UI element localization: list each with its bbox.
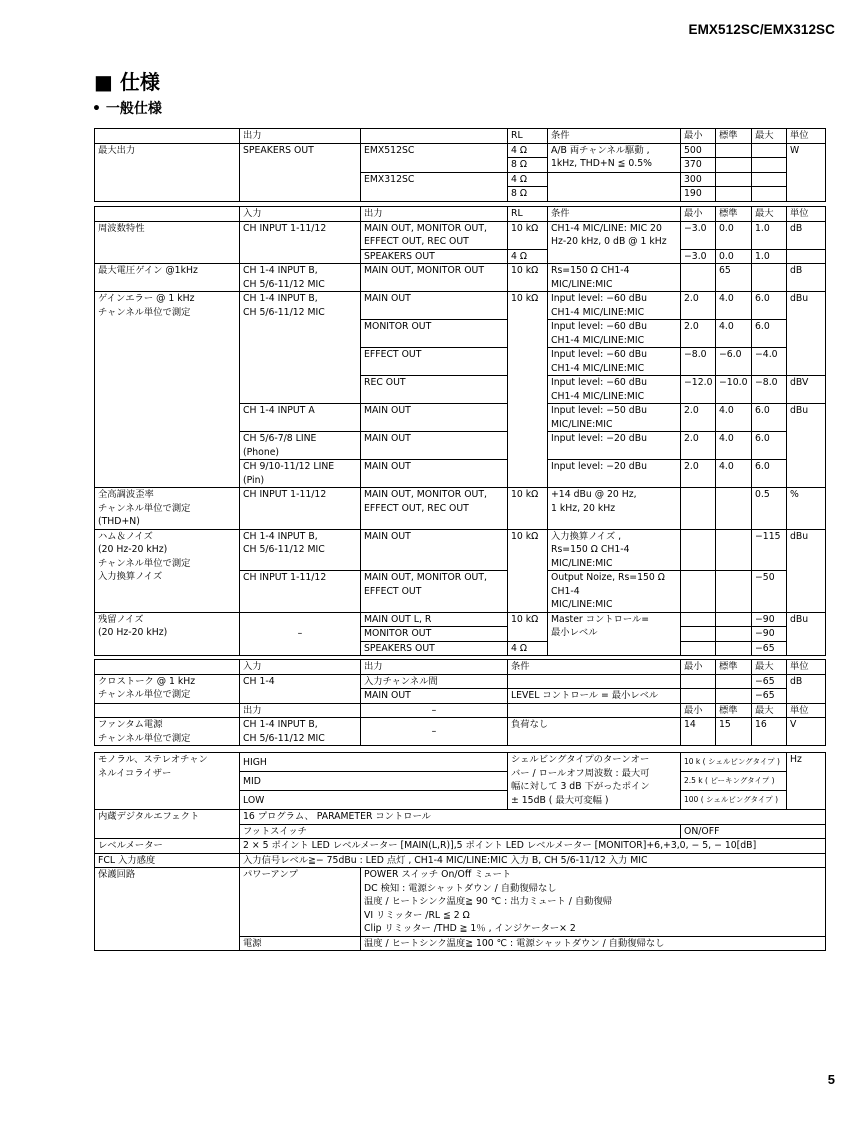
col-header: – (361, 703, 508, 718)
table-cell: 100 ( シェルビングタイプ ) (681, 791, 787, 810)
table-cell: CH 1-4 INPUT B, CH 5/6-11/12 MIC (240, 529, 361, 571)
table-cell: 10 kΩ (508, 529, 548, 612)
table-row (95, 221, 826, 249)
table-cell: 10 kΩ (508, 221, 548, 249)
col-header: 標準 (716, 703, 752, 718)
table-cell: 14 (681, 718, 716, 746)
table-cell: 6.0 (752, 432, 787, 460)
table-row (95, 264, 826, 292)
table-cell: MAIN OUT, MONITOR OUT, EFFECT OUT, REC OUT (361, 488, 508, 530)
table-cell: MAIN OUT (361, 689, 508, 704)
table-row (95, 718, 826, 746)
table-cell: Input level: −50 dBu MIC/LINE:MIC (548, 404, 681, 432)
table-cell: 10 k ( シェルビングタイプ ) (681, 753, 787, 772)
unit-cell: % (787, 488, 826, 530)
table-cell: CH 1-4 INPUT B, CH 5/6-11/12 MIC (240, 264, 361, 292)
table-cell: −6.0 (716, 348, 752, 376)
row-label: 全高調波歪率 チャンネル単位で測定 (THD+N) (95, 488, 240, 530)
table-header-row (95, 703, 826, 718)
table-cell: MAIN OUT (361, 292, 508, 320)
table-cell: MAIN OUT (361, 529, 508, 571)
table-cell: ON/OFF (681, 824, 826, 839)
table-cell: 8 Ω (508, 158, 548, 173)
table-row (95, 612, 826, 627)
table-header-row (95, 207, 826, 222)
table-cell: MONITOR OUT (361, 627, 508, 642)
unit-cell: dBu (787, 404, 826, 488)
table-cell: 2.0 (681, 460, 716, 488)
col-header: 最小 (681, 703, 716, 718)
col-header: RL (508, 207, 548, 222)
table-row (95, 143, 826, 158)
table-cell: 8 Ω (508, 187, 548, 202)
model-cell: EMX512SC (361, 143, 508, 172)
table-cell: 4 Ω (508, 641, 548, 656)
table-cell: Input level: −60 dBu CH1-4 MIC/LINE:MIC (548, 320, 681, 348)
row-label: FCL 入力感度 (95, 853, 240, 868)
table-cell: 入力チャンネル間 (361, 674, 508, 689)
table-cell: Input level: −60 dBu CH1-4 MIC/LINE:MIC (548, 348, 681, 376)
col-header: 条件 (548, 207, 681, 222)
table-cell: −65 (752, 689, 787, 704)
table-cell: LEVEL コントロール = 最小レベル (508, 689, 681, 704)
col-header: 条件 (508, 660, 681, 675)
table-cell: MID (240, 772, 508, 791)
table-cell: CH INPUT 1-11/12 (240, 488, 361, 530)
table-cell: CH 1-4 (240, 674, 361, 703)
table-cell: Output Noize, Rs=150 Ω CH1-4 MIC/LINE:MIC (548, 571, 681, 613)
row-label: ファンタム電源 チャンネル単位で測定 (95, 718, 240, 746)
table-row (95, 839, 826, 854)
col-header: 最小 (681, 129, 716, 144)
table-cell: – (240, 612, 361, 656)
col-header: 単位 (787, 660, 826, 675)
table-cell: 電源 (240, 936, 361, 951)
table-cell: 6.0 (752, 460, 787, 488)
table-cell: Input level: −60 dBu CH1-4 MIC/LINE:MIC (548, 376, 681, 404)
table-cell: −90 (752, 627, 787, 642)
table-cell: REC OUT (361, 376, 508, 404)
row-label: 保護回路 (95, 868, 240, 951)
table-cell: 6.0 (752, 404, 787, 432)
table-cell: MAIN OUT L, R (361, 612, 508, 627)
row-label: 最大電圧ゲイン @1kHz (95, 264, 240, 292)
col-header: 単位 (787, 129, 826, 144)
table-cell: 0.5 (752, 488, 787, 530)
table-cell: 300 (681, 172, 716, 187)
table-cell: −115 (752, 529, 787, 571)
row-label: 最大出力 (95, 143, 240, 201)
col-header: 最大 (752, 129, 787, 144)
table-cell: 2.5 k ( ピーキングタイプ ) (681, 772, 787, 791)
col-header: 出力 (240, 129, 361, 144)
unit-cell: dB (787, 264, 826, 292)
max-output-table (94, 128, 826, 202)
table-cell: −10.0 (716, 376, 752, 404)
table-cell: 4.0 (716, 292, 752, 320)
table-row (95, 853, 826, 868)
table-cell: MAIN OUT (361, 432, 508, 460)
table-cell: −8.0 (681, 348, 716, 376)
unit-cell: dB (787, 221, 826, 249)
table-cell: 1.0 (752, 249, 787, 264)
table-cell: 0.0 (716, 221, 752, 249)
page-number: 5 (827, 1072, 835, 1087)
unit-cell: dB (787, 674, 826, 703)
unit-cell: V (787, 718, 826, 746)
general-features-table (94, 752, 826, 951)
unit-cell: dBu (787, 612, 826, 656)
unit-cell: dBV (787, 376, 826, 404)
table-cell: SPEAKERS OUT (361, 249, 508, 264)
table-cell: EFFECT OUT (361, 348, 508, 376)
unit-cell: dBu (787, 292, 826, 376)
col-header: 出力 (240, 703, 361, 718)
table-cell: 2.0 (681, 292, 716, 320)
table-cell: 370 (681, 158, 716, 173)
table-cell: – (361, 718, 508, 746)
table-cell: Rs=150 Ω CH1-4 MIC/LINE:MIC (548, 264, 681, 292)
table-cell: 4.0 (716, 460, 752, 488)
table-cell: 入力信号レベル≧− 75dBu : LED 点灯 , CH1-4 MIC/LINE:MIC 入力 B, CH 5/6-11/12 入力 MIC (240, 853, 826, 868)
table-cell: −3.0 (681, 221, 716, 249)
table-cell: Master コントロール= 最小レベル (548, 612, 681, 656)
table-cell: 65 (716, 264, 752, 292)
col-header: 最小 (681, 660, 716, 675)
table-cell: 15 (716, 718, 752, 746)
col-header: 標準 (716, 129, 752, 144)
table-cell: 16 プログラム、 PARAMETER コントロール (240, 810, 826, 825)
col-header: RL (508, 129, 548, 144)
header-model: EMX512SC/EMX312SC (688, 22, 835, 37)
table-cell: MAIN OUT (361, 404, 508, 432)
table-cell: HIGH (240, 753, 508, 772)
table-cell: 190 (681, 187, 716, 202)
col-header: 最大 (752, 703, 787, 718)
table-cell: +14 dBu @ 20 Hz, 1 kHz, 20 kHz (548, 488, 681, 530)
cond-line: A/B 両チャンネル駆動 , (551, 144, 650, 156)
table-row (95, 488, 826, 530)
table-cell: Input level: −20 dBu (548, 460, 681, 488)
table-cell: 10 kΩ (508, 264, 548, 292)
unit-cell: W (787, 143, 826, 201)
col-header: 最小 (681, 207, 716, 222)
col-header: 単位 (787, 207, 826, 222)
table-cell: 16 (752, 718, 787, 746)
row-label: ハム＆ノイズ (20 Hz-20 kHz) チャンネル単位で測定 入力換算ノイズ (95, 529, 240, 612)
table-row (95, 810, 826, 825)
table-cell: MAIN OUT (361, 460, 508, 488)
table-cell: 4.0 (716, 320, 752, 348)
table-cell: 2 × 5 ポイント LED レベルメーター [MAIN(L,R)],5 ポイント LED レベルメーター [MONITOR]+6,+3,0, − 5, − 10[dB] (240, 839, 826, 854)
col-header: 標準 (716, 660, 752, 675)
table-cell: CH 5/6-7/8 LINE (Phone) (240, 432, 361, 460)
table-cell: CH 1-4 INPUT B, CH 5/6-11/12 MIC (240, 718, 361, 746)
table-row (95, 529, 826, 571)
table-cell: 2.0 (681, 432, 716, 460)
table-cell: シェルビングタイプのターンオー バー / ロールオフ周波数 : 最大可 幅に対して 3 dB 下がったポイン ± 15dB ( 最大可変幅 ) (508, 753, 681, 810)
table-cell: MAIN OUT, MONITOR OUT, EFFECT OUT (361, 571, 508, 613)
table-cell: CH INPUT 1-11/12 (240, 221, 361, 264)
table-cell: 温度 / ヒートシンク温度≧ 100 ℃ : 電源シャットダウン / 自動復帰なし (361, 936, 826, 951)
table-cell: Input level: −60 dBu CH1-4 MIC/LINE:MIC (548, 292, 681, 320)
col-header: 出力 (361, 207, 508, 222)
table-cell: CH INPUT 1-11/12 (240, 571, 361, 613)
table-cell: フットスイッチ (240, 824, 681, 839)
table-header-row (95, 660, 826, 675)
table-cell: 入力換算ノイズ , Rs=150 Ω CH1-4 MIC/LINE:MIC (548, 529, 681, 571)
table-cell: −65 (752, 641, 787, 656)
table-cell: 2.0 (681, 320, 716, 348)
table-cell: −65 (752, 674, 787, 689)
table-row (95, 753, 826, 772)
table-cell: CH 1-4 INPUT B, CH 5/6-11/12 MIC (240, 292, 361, 404)
table-cell: 4.0 (716, 432, 752, 460)
table-cell: −3.0 (681, 249, 716, 264)
crosstalk-phantom-table (94, 659, 826, 746)
table-cell: 4 Ω (508, 172, 548, 187)
table-cell: MAIN OUT, MONITOR OUT (361, 264, 508, 292)
table-cell: MONITOR OUT (361, 320, 508, 348)
table-cell: 10 kΩ (508, 292, 548, 488)
row-label: 周波数特性 (95, 221, 240, 264)
col-header: 入力 (240, 660, 361, 675)
table-row (95, 674, 826, 689)
page-title: ■ 仕様 (94, 70, 160, 94)
col-header: 出力 (361, 660, 508, 675)
table-cell: −8.0 (752, 376, 787, 404)
col-header: 最大 (752, 207, 787, 222)
col-header: 標準 (716, 207, 752, 222)
audio-spec-table (94, 206, 826, 656)
table-cell: 4 Ω (508, 143, 548, 158)
table-cell: 4 Ω (508, 249, 548, 264)
table-cell: 0.0 (716, 249, 752, 264)
table-cell: −90 (752, 612, 787, 627)
table-cell: LOW (240, 791, 508, 810)
table-cell: CH 1-4 INPUT A (240, 404, 361, 432)
table-header-row (95, 129, 826, 144)
table-cell: SPEAKERS OUT (361, 641, 508, 656)
row-label: 残留ノイズ (20 Hz-20 kHz) (95, 612, 240, 656)
table-cell: 6.0 (752, 292, 787, 320)
table-cell: パワーアンプ (240, 868, 361, 937)
row-label: レベルメーター (95, 839, 240, 854)
cond-line: 1kHz, THD+N ≦ 0.5% (551, 158, 652, 169)
table-cell: 負荷なし (508, 718, 681, 746)
table-cell (548, 143, 681, 172)
table-cell: 2.0 (681, 404, 716, 432)
table-cell: 4.0 (716, 404, 752, 432)
table-cell: CH1-4 MIC/LINE: MIC 20 Hz-20 kHz, 0 dB @ 1 kHz (548, 221, 681, 264)
table-cell: −12.0 (681, 376, 716, 404)
col-header: 入力 (240, 207, 361, 222)
col-header: 条件 (548, 129, 681, 144)
model-cell: EMX312SC (361, 172, 508, 201)
table-cell: MAIN OUT, MONITOR OUT, EFFECT OUT, REC OUT (361, 221, 508, 249)
row-label: ゲインエラー @ 1 kHz チャンネル単位で測定 (95, 292, 240, 488)
row-label: クロストーク @ 1 kHz チャンネル単位で測定 (95, 674, 240, 703)
row-label: モノラル、ステレオチャン ネルイコライザー (95, 753, 240, 810)
table-row (95, 868, 826, 937)
table-cell: SPEAKERS OUT (240, 143, 361, 201)
table-cell: 6.0 (752, 320, 787, 348)
table-cell: 10 kΩ (508, 488, 548, 530)
section-subtitle: • 一般仕様 (92, 101, 162, 117)
table-cell: −4.0 (752, 348, 787, 376)
row-label: 内蔵デジタルエフェクト (95, 810, 240, 839)
unit-cell: dBu (787, 529, 826, 612)
table-cell: 10 kΩ (508, 612, 548, 641)
table-cell: Input level: −20 dBu (548, 432, 681, 460)
table-cell: 1.0 (752, 221, 787, 249)
table-cell: −50 (752, 571, 787, 613)
table-cell: POWER スイッチ On/Off ミュート DC 検知 : 電源シャットダウン / 自動復帰なし 温度 / ヒートシンク温度≧ 90 ℃ : 出力ミュート / 自動復帰 VI リミッター /RL ≦ 2 Ω Clip リミッター /THD ≧ 1％ , インジケーター× 2 (361, 868, 826, 937)
col-header: 単位 (787, 703, 826, 718)
col-header: 最大 (752, 660, 787, 675)
table-cell: CH 9/10-11/12 LINE (Pin) (240, 460, 361, 488)
table-row (95, 292, 826, 320)
unit-cell: Hz (787, 753, 826, 810)
table-cell: 500 (681, 143, 716, 158)
